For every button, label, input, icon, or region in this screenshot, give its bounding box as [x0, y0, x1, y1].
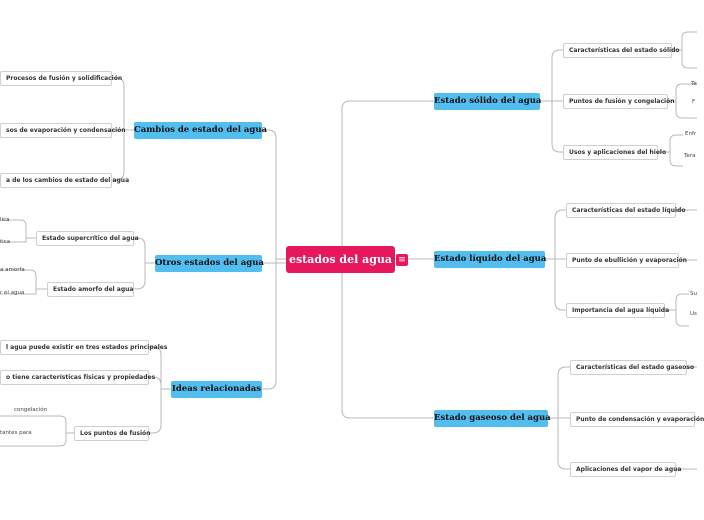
subtopic-cambios-estado[interactable]: a de los cambios de estado del agua [0, 173, 112, 188]
main-topic-liquido[interactable]: Estado líquido del agua [434, 251, 545, 268]
main-topic-gaseoso[interactable]: Estado gaseoso del agua [434, 410, 548, 427]
subtopic-importancia-liquida[interactable]: Importancia del agua líquida [566, 303, 665, 318]
subtopic-caracteristicas-solido[interactable]: Características del estado sólido [563, 43, 672, 58]
main-topic-otros-estados[interactable]: Otros estados del agua [155, 255, 262, 272]
subtopic-estado-supercritico[interactable]: Estado supercrítico del agua [36, 231, 134, 246]
main-topic-solido[interactable]: Estado sólido del agua [434, 93, 540, 110]
subtopic-puntos-fusion[interactable]: Los puntos de fusión [74, 426, 149, 441]
subtopic-aplicaciones-vapor[interactable]: Aplicaciones del vapor de agua [570, 462, 676, 477]
leaf-text[interactable]: Te [691, 81, 697, 87]
subtopic-caracteristicas-gaseoso[interactable]: Características del estado gaseoso [570, 360, 687, 375]
leaf-text[interactable]: Us [690, 311, 697, 317]
notes-icon[interactable]: ≡ [396, 254, 408, 266]
leaf-text[interactable]: congelación [14, 407, 48, 413]
subtopic-puntos-fusion-congelacion[interactable]: Puntos de fusión y congelación [563, 94, 668, 109]
main-topic-cambios[interactable]: Cambios de estado del agua [134, 122, 262, 139]
subtopic-punto-ebullicion[interactable]: Punto de ebullición y evaporación [566, 253, 679, 268]
leaf-text[interactable]: Su [690, 291, 697, 297]
subtopic-caracteristicas-liquido[interactable]: Características del estado líquido [566, 203, 676, 218]
leaf-text[interactable]: Tera [684, 153, 696, 159]
leaf-text[interactable]: r el agua [0, 290, 25, 296]
subtopic-evaporacion-condensacion[interactable]: sos de evaporación y condensación [0, 123, 112, 138]
subtopic-estado-amorfo[interactable]: Estado amorfo del agua [47, 282, 134, 297]
subtopic-punto-condensacion[interactable]: Punto de condensación y evaporación [570, 412, 695, 427]
leaf-text[interactable]: F [692, 99, 696, 105]
leaf-text[interactable]: tantes para [0, 430, 32, 436]
leaf-text[interactable]: a amorfa [0, 267, 25, 273]
subtopic-tres-estados[interactable]: l agua puede existir en tres estados principales [0, 340, 149, 355]
leaf-text[interactable]: Enfr [685, 131, 697, 137]
central-topic[interactable]: estados del agua [286, 246, 395, 273]
leaf-text[interactable]: lica [0, 217, 10, 223]
main-topic-ideas-relacionadas[interactable]: Ideas relacionadas [171, 381, 262, 398]
subtopic-caracteristicas-fisicas[interactable]: o tiene características físicas y propiedades [0, 370, 149, 385]
subtopic-fusion-solidificacion[interactable]: Procesos de fusión y solidificación [0, 71, 112, 86]
leaf-text[interactable]: tica [0, 239, 11, 245]
subtopic-usos-hielo[interactable]: Usos y aplicaciones del hielo [563, 145, 658, 160]
